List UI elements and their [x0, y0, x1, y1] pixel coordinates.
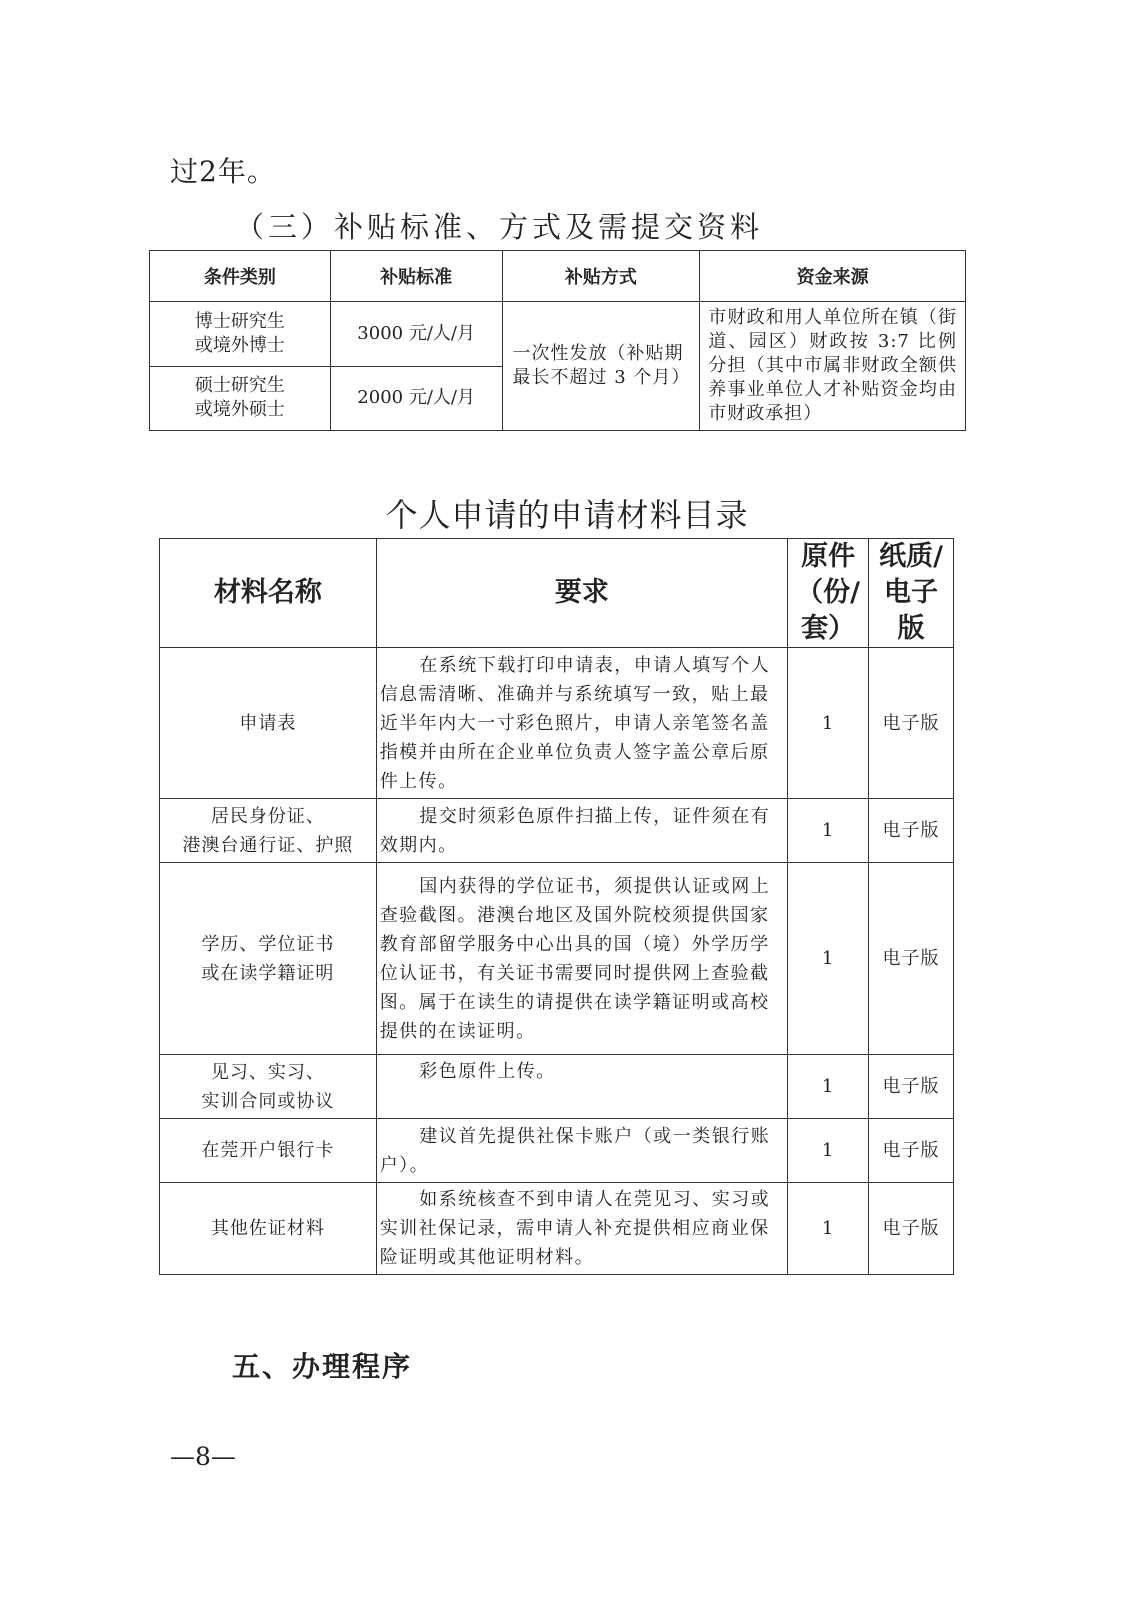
- header-method: 补贴方式: [502, 251, 700, 302]
- requirement-cell: 建议首先提供社保卡账户（或一类银行账户）。: [376, 1119, 787, 1183]
- table-row: [160, 863, 954, 1055]
- table-row: [160, 1119, 954, 1183]
- format-cell: 电子版: [869, 1183, 954, 1275]
- standard-cell: 3000 元/人/月: [330, 302, 502, 367]
- count-cell: 1: [788, 648, 869, 799]
- header-originals: 原件 （份/ 套）: [788, 539, 869, 648]
- material-name-cell: 居民身份证、 港澳台通行证、护照: [160, 799, 377, 863]
- header-standard: 补贴标准: [330, 251, 502, 302]
- table-row: [160, 648, 954, 799]
- fund-source-cell: 市财政和用人单位所在镇（街道、园区）财政按 3:7 比例分担（其中市属非财政全额供养事业单位人才补贴资金均由市财政承担）: [700, 302, 966, 431]
- material-name-cell: 在莞开户银行卡: [160, 1119, 377, 1183]
- material-name-cell: 学历、学位证书 或在读学籍证明: [160, 863, 377, 1055]
- format-cell: 电子版: [869, 863, 954, 1055]
- page-number: —8—: [170, 1442, 236, 1471]
- format-cell: 电子版: [869, 648, 954, 799]
- requirement-cell: 彩色原件上传。: [376, 1055, 787, 1119]
- materials-table-header: [160, 539, 954, 648]
- procedure-heading: 五、办理程序: [232, 1350, 413, 1383]
- standard-cell: 2000 元/人/月: [330, 366, 502, 431]
- table-row: [160, 1055, 954, 1119]
- requirement-cell: 在系统下载打印申请表，申请人填写个人信息需清晰、准确并与系统填写一致，贴上最近半年内大一寸彩色照片，申请人亲笔签名盖指模并由所在企业单位负责人签字盖公章后原件上传。: [376, 648, 787, 799]
- section-heading: （三）补贴标准、方式及需提交资料: [235, 210, 764, 244]
- category-cell: 硕士研究生 或境外硕士: [150, 366, 331, 431]
- continuation-text: 过2年。: [170, 155, 276, 188]
- table-row: [160, 799, 954, 863]
- header-category: 条件类别: [150, 251, 331, 302]
- material-name-cell: 其他佐证材料: [160, 1183, 377, 1275]
- count-cell: 1: [788, 799, 869, 863]
- format-cell: 电子版: [869, 1119, 954, 1183]
- subsidy-table-header: [150, 251, 966, 302]
- count-cell: 1: [788, 1119, 869, 1183]
- requirement-cell: 提交时须彩色原件扫描上传，证件须在有效期内。: [376, 799, 787, 863]
- count-cell: 1: [788, 863, 869, 1055]
- format-cell: 电子版: [869, 799, 954, 863]
- materials-table: [159, 538, 954, 1275]
- header-requirement: 要求: [376, 539, 787, 648]
- count-cell: 1: [788, 1055, 869, 1119]
- category-cell: 博士研究生 或境外博士: [150, 302, 331, 367]
- header-fund-source: 资金来源: [700, 251, 966, 302]
- format-cell: 电子版: [869, 1055, 954, 1119]
- table-row: [160, 1183, 954, 1275]
- method-cell: 一次性发放（补贴期最长不超过 3 个月）: [502, 302, 700, 431]
- requirement-cell: 如系统核查不到申请人在莞见习、实习或实训社保记录，需申请人补充提供相应商业保险证明或其他证明材料。: [376, 1183, 787, 1275]
- material-name-cell: 申请表: [160, 648, 377, 799]
- subsidy-table: [149, 250, 966, 431]
- materials-table-title: 个人申请的申请材料目录: [385, 496, 749, 534]
- requirement-cell: 国内获得的学位证书，须提供认证或网上查验截图。港澳台地区及国外院校须提供国家教育部留学服务中心出具的国（境）外学历学位认证书，有关证书需要同时提供网上查验截图。属于在读生的请提供在读学籍证明或高校提供的在读证明。: [376, 863, 787, 1055]
- count-cell: 1: [788, 1183, 869, 1275]
- table-row: [150, 302, 966, 367]
- header-material-name: 材料名称: [160, 539, 377, 648]
- material-name-cell: 见习、实习、 实训合同或协议: [160, 1055, 377, 1119]
- header-format: 纸质/ 电子 版: [869, 539, 954, 648]
